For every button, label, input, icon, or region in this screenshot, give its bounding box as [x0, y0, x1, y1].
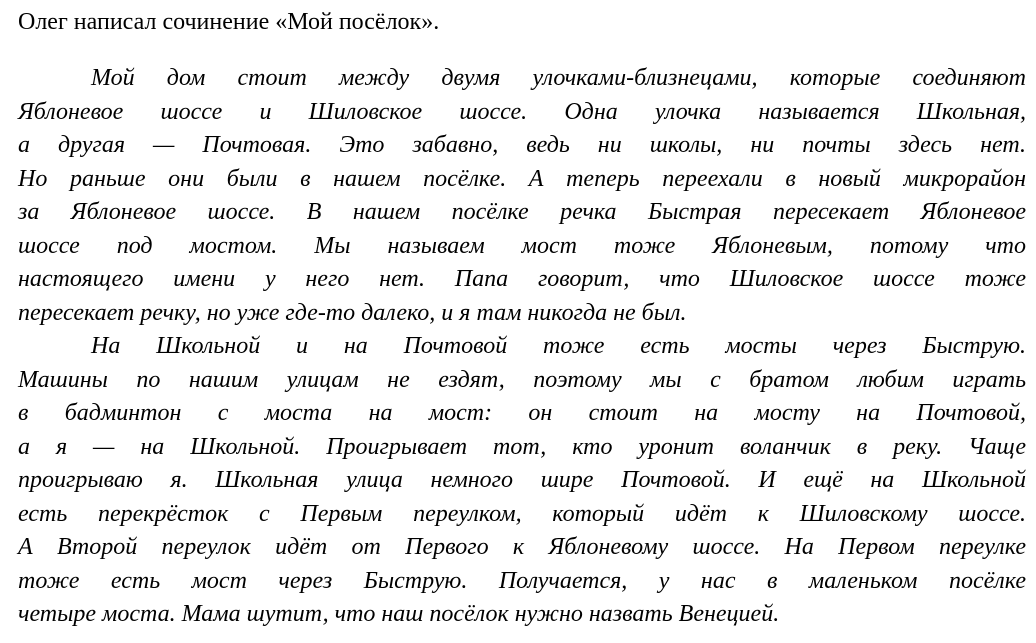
essay-line: шоссе под мостом. Мы называем мост тоже Яблоневым, потому что — [18, 232, 1026, 259]
essay-line: в бадминтон с моста на мост: он стоит на мосту на Почтовой, — [18, 400, 1026, 426]
essay-line: а другая — Почтовая. Это забавно, ведь ни школы, ни почты здесь нет. — [18, 132, 1026, 158]
essay-line: за Яблоневое шоссе. В нашем посёлке речка Быстрая пересекает Яблоневое — [18, 199, 1026, 225]
essay-line: А Второй переулок идёт от Первого к Яблоневому шоссе. На Первом переулке — [18, 534, 1026, 560]
essay-line: Машины по нашим улицам не ездят, поэтому мы с братом любим играть — [18, 366, 1026, 393]
essay-paragraph-1 — [18, 62, 1026, 330]
essay-line: четыре моста. Мама шутит, что наш посёлок нужно назвать Венецией. — [18, 601, 780, 627]
essay-line: Мой дом стоит между двумя улочками-близнецами, которые соединяют — [91, 65, 1026, 91]
essay-line: проигрываю я. Школьная улица немного шире Почтовой. И ещё на Школьной — [18, 467, 1026, 493]
essay-line: На Школьной и на Почтовой тоже есть мосты через Быструю. — [91, 333, 1026, 359]
essay-paragraph-2 — [18, 330, 1026, 632]
essay-text — [18, 62, 1026, 632]
essay-line: Но раньше они были в нашем посёлке. А теперь переехали в новый микрорайон — [18, 165, 1026, 192]
essay-line: а я — на Школьной. Проигрывает тот, кто уронит воланчик в реку. Чаще — [18, 433, 1026, 460]
essay-line: есть перекрёсток с Первым переулком, который идёт к Шиловскому шоссе. — [18, 500, 1026, 527]
essay-line: настоящего имени у него нет. Папа говорит, что Шиловское шоссе тоже — [18, 266, 1026, 292]
essay-line: Яблоневое шоссе и Шиловское шоссе. Одна улочка называется Школьная, — [18, 98, 1026, 125]
essay-line: пересекает речку, но уже где-то далеко, и я там никогда не был. — [18, 299, 687, 326]
essay-line: тоже есть мост через Быструю. Получается, у нас в маленьком посёлке — [18, 567, 1026, 594]
task-intro-text: Олег написал сочинение «Мой посёлок». — [18, 9, 440, 35]
